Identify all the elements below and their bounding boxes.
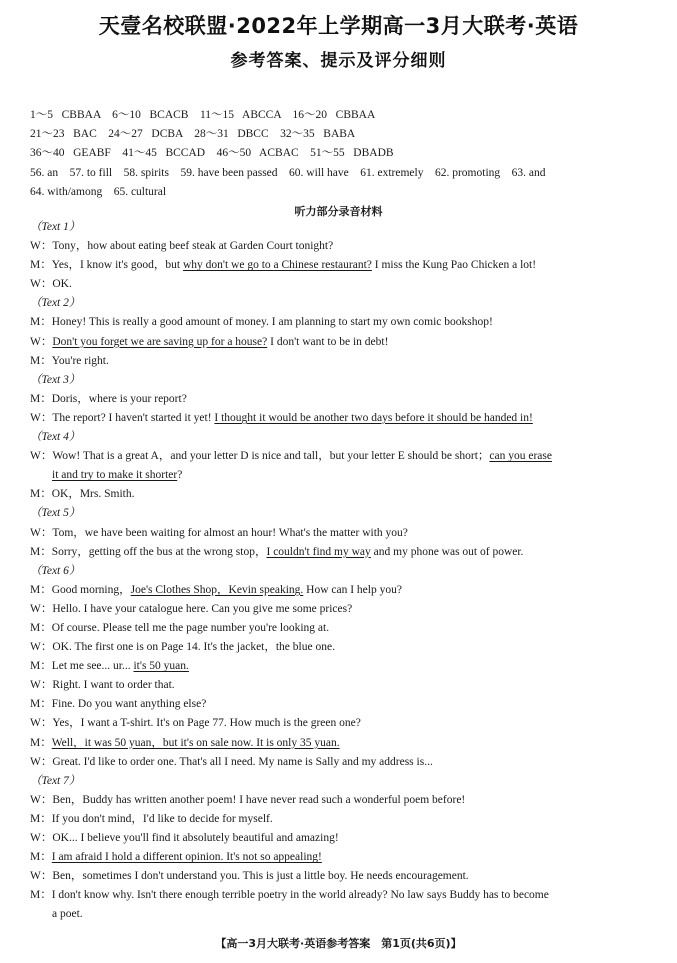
dialogue-text: M：Sorry，getting off the bus at the wrong stop， [30, 545, 267, 558]
dialogue-text: W：Right. I want to order that. [30, 679, 175, 692]
dialogue-text: M：If you don't mind，I'd like to decide for myself. [30, 812, 273, 825]
continuation-text [30, 466, 652, 485]
dialogue-line [30, 333, 652, 352]
dialogue-text: M：I don't know why. Isn't there enough terrible poetry in the world already? No law says Buddy has to become [30, 889, 549, 902]
dialogue-line [30, 810, 652, 829]
page-title: 天壹名校联盟·2022年上学期高一3月大联考·英语 [98, 14, 579, 38]
dialogue-line [30, 734, 652, 753]
answer-line: 36～40 GEABF 41～45 BCCAD 46～50 ACBAC 51～55 DBADB [30, 147, 394, 160]
underlined-answer-text: why don't we go to a Chinese restaurant? [182, 259, 372, 272]
dialogue-line [30, 237, 652, 256]
dialogue-line [30, 619, 652, 638]
dialogue-text: M：Doris，where is your report? [30, 392, 187, 405]
dialogue-text: W：Tom，we have been waiting for almost an hour! What's the matter with you? [30, 526, 408, 539]
answer-line: 1～5 CBBAA 6～10 BCACB 11～15 ABCCA 16～20 CBBAA [30, 109, 376, 121]
dialogue-text: How can I help you? [303, 583, 402, 596]
dialogue-line [30, 676, 652, 695]
dialogue-line [30, 581, 652, 600]
text-section-label: （Text 3） [30, 373, 81, 386]
dialogue-line [30, 714, 652, 733]
text-section-label: （Text 7） [30, 774, 81, 787]
dialogue-text: M： [30, 851, 52, 864]
underlined-answer-text: can you erase [489, 450, 552, 463]
dialogue-text: W：Hello. I have your catalogue here. Can you give me some prices? [30, 602, 353, 615]
dialogue-line [30, 256, 652, 275]
dialogue-line [30, 886, 652, 905]
answer-list [30, 106, 660, 202]
dialogue-line-continuation [30, 905, 652, 924]
dialogue-line [30, 409, 652, 428]
dialogue-text: W：Wow! That is a great A，and your letter D is nice and tall，but your letter E should be short； [30, 450, 490, 463]
dialogue-line [30, 352, 652, 371]
dialogue-line [30, 600, 652, 619]
listening-transcript [30, 218, 652, 924]
dialogue-text: ? [177, 469, 183, 482]
dialogue-text: M：Let me see... ur... [30, 660, 134, 673]
underlined-answer-text: Don't you forget we are saving up for a house? [52, 335, 268, 348]
dialogue-text: M：Fine. Do you want anything else? [30, 698, 207, 711]
dialogue-line [30, 791, 652, 810]
answer-line: 56. an 57. to fill 58. spirits 59. have been passed 60. will have 61. extremely 62. promoting 63. and [30, 166, 546, 179]
dialogue-text: W：The report? I haven't started it yet! [30, 411, 215, 424]
dialogue-line [30, 447, 652, 466]
dialogue-line [30, 485, 652, 504]
underlined-answer-text: Well，it was 50 yuan，but it's on sale now. It is only 35 yuan. [51, 736, 340, 749]
dialogue-line [30, 275, 652, 294]
text-section-label: （Text 1） [30, 221, 81, 233]
text-section-label: （Text 2） [30, 297, 81, 310]
dialogue-line [30, 638, 652, 657]
page-footer: 【高一3月大联考·英语参考答案 第1页(共6页)】 [215, 937, 462, 950]
answer-line: 64. with/among 65. cultural [30, 185, 167, 198]
underlined-answer-text: I couldn't find my way [266, 545, 371, 558]
dialogue-text: a poet. [52, 908, 83, 921]
page-subtitle: 参考答案、提示及评分细则 [230, 51, 447, 71]
dialogue-text: and my phone was out of power. [370, 545, 524, 558]
underlined-answer-text: Joe's Clothes Shop，Kevin speaking. [130, 583, 304, 596]
dialogue-line [30, 753, 652, 772]
continuation-text [30, 905, 652, 924]
underlined-answer-text: I am afraid I hold a different opinion. It's not so appealing! [51, 851, 322, 864]
dialogue-line [30, 848, 652, 867]
dialogue-line [30, 390, 652, 409]
dialogue-line [30, 313, 652, 332]
dialogue-text: W：Ben，Buddy has written another poem! I have never read such a wonderful poem before! [30, 793, 466, 806]
text-section-label: （Text 6） [30, 564, 81, 577]
dialogue-text: W：OK. The first one is on Page 14. It's the jacket，the blue one. [30, 641, 335, 654]
underlined-answer-text: it and try to make it shorter [52, 469, 178, 482]
dialogue-text: I don't want to be in debt! [267, 335, 389, 348]
dialogue-line [30, 524, 652, 543]
dialogue-text: M：You're right. [30, 354, 109, 367]
dialogue-text: M：Honey! This is really a good amount of money. I am planning to start my own comic bookshop! [30, 316, 493, 329]
dialogue-line [30, 695, 652, 714]
dialogue-text: M：OK，Mrs. Smith. [30, 488, 135, 501]
listening-script-heading: 听力部分录音材料 [294, 205, 383, 218]
dialogue-line [30, 829, 652, 848]
text-section-label: （Text 5） [30, 507, 81, 520]
underlined-answer-text: I thought it would be another two days before it should be handed in! [214, 411, 533, 424]
dialogue-text: W：OK... I believe you'll find it absolutely beautiful and amazing! [30, 832, 339, 844]
dialogue-line [30, 657, 652, 676]
dialogue-text: I miss the Kung Pao Chicken a lot! [371, 259, 537, 272]
dialogue-text: M：Yes，I know it's good，but [30, 259, 183, 272]
dialogue-text: M： [30, 736, 52, 749]
dialogue-line [30, 543, 652, 562]
dialogue-text: M：Good morning， [30, 583, 131, 596]
dialogue-line [30, 867, 652, 886]
dialogue-text: W：Tony，how about eating beef steak at Garden Court tonight? [30, 240, 334, 253]
dialogue-text: W：OK. [30, 278, 72, 291]
dialogue-text: W：Yes，I want a T-shirt. It's on Page 77. How much is the green one? [30, 717, 361, 730]
answer-line: 21～23 BAC 24～27 DCBA 28～31 DBCC 32～35 BABA [30, 128, 356, 141]
dialogue-text: M：Of course. Please tell me the page number you're looking at. [30, 621, 330, 634]
underlined-answer-text: it's 50 yuan. [133, 660, 189, 673]
text-section-label: （Text 4） [30, 431, 81, 444]
dialogue-text: W：Great. I'd like to order one. That's all I need. My name is Sally and my address is... [30, 755, 433, 768]
dialogue-line-continuation [30, 466, 652, 485]
dialogue-text: W： [30, 335, 53, 348]
dialogue-text: W：Ben，sometimes I don't understand you. This is just a little boy. He needs encouragement. [30, 870, 469, 883]
